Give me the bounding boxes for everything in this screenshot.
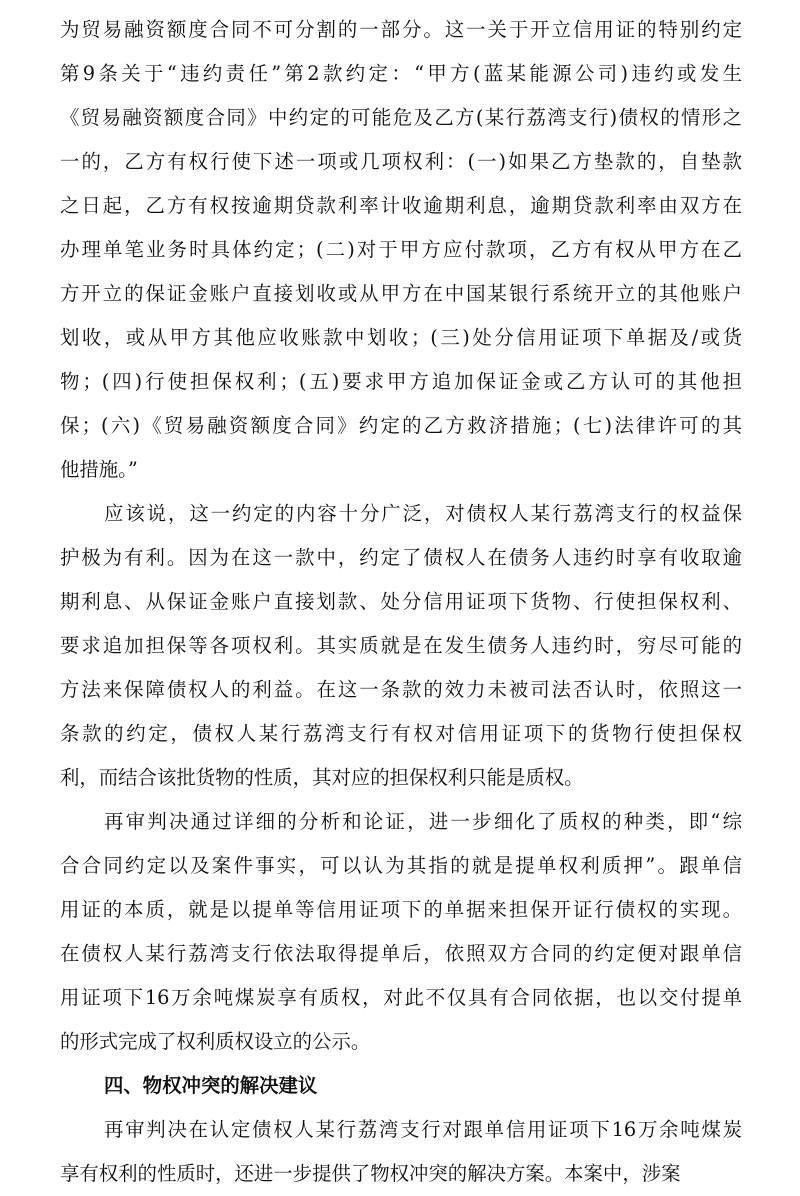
text-line: 应该说，这一约定的内容十分广泛，对债权人某行荔湾支行的权益保 <box>104 502 742 525</box>
text-line: 在债权人某行荔湾支行依法取得提单后，依照双方合同的约定便对跟单信 <box>60 942 742 965</box>
text-line: 用证的本质，就是以提单等信用证项下的单据来担保开证行债权的实现。 <box>60 898 742 921</box>
text-line: 再审判决在认定债权人某行荔湾支行对跟单信用证项下16万余吨煤炭 <box>104 1118 742 1141</box>
text-line: 要求追加担保等各项权利。其实质就是在发生债务人违约时，穷尽可能的 <box>60 634 742 657</box>
paragraph <box>60 8 742 492</box>
text-line: 划收，或从甲方其他应收账款中划收；(三)处分信用证项下单据及/或货 <box>60 326 742 349</box>
paragraph <box>60 492 742 800</box>
heading-text: 四、物权冲突的解决建议 <box>104 1074 318 1097</box>
text-line: 条款的约定，债权人某行荔湾支行有权对信用证项下的货物行使担保权 <box>60 722 742 745</box>
text-line: 利，而结合该批货物的性质，其对应的担保权利只能是质权。 <box>60 766 584 789</box>
text-line: 的形式完成了权利质权设立的公示。 <box>60 1030 371 1053</box>
text-line: 物；(四)行使担保权利；(五)要求甲方追加保证金或乙方认可的其他担 <box>60 370 742 393</box>
text-line: 为贸易融资额度合同不可分割的一部分。这一关于开立信用证的特别约定 <box>60 18 742 41</box>
section-heading <box>60 1064 742 1108</box>
paragraph <box>60 1108 742 1196</box>
text-line: 一的，乙方有权行使下述一项或几项权利：(一)如果乙方垫款的，自垫款 <box>60 150 742 173</box>
text-line: 他措施。” <box>60 458 138 481</box>
text-line: 享有权利的性质时，还进一步提供了物权冲突的解决方案。本案中，涉案 <box>60 1162 681 1185</box>
text-line: 方法来保障债权人的利益。在这一条款的效力未被司法否认时，依照这一 <box>60 678 742 701</box>
text-line: 再审判决通过详细的分析和论证，进一步细化了质权的种类，即“综 <box>104 810 742 833</box>
text-line: 护极为有利。因为在这一款中，约定了债权人在债务人违约时享有收取逾 <box>60 546 742 569</box>
text-line: 保；(六)《贸易融资额度合同》约定的乙方救济措施；(七)法律许可的其 <box>60 414 742 437</box>
text-line: 用证项下16万余吨煤炭享有质权，对此不仅具有合同依据，也以交付提单 <box>60 986 742 1009</box>
text-line: 合合同约定以及案件事实，可以认为其指的就是提单权利质押”。跟单信 <box>60 854 742 877</box>
document-body <box>60 8 742 1196</box>
document-page <box>60 0 742 1196</box>
text-line: 第9条关于“违约责任”第2款约定：“甲方(蓝某能源公司)违约或发生 <box>60 62 742 85</box>
text-line: 《贸易融资额度合同》中约定的可能危及乙方(某行荔湾支行)债权的情形之 <box>60 106 742 129</box>
text-line: 之日起，乙方有权按逾期贷款利率计收逾期利息，逾期贷款利率由双方在 <box>60 194 742 217</box>
text-line: 期利息、从保证金账户直接划款、处分信用证项下货物、行使担保权利、 <box>60 590 742 613</box>
paragraph <box>60 800 742 1064</box>
text-line: 方开立的保证金账户直接划收或从甲方在中国某银行系统开立的其他账户 <box>60 282 742 305</box>
text-line: 办理单笔业务时具体约定；(二)对于甲方应付款项，乙方有权从甲方在乙 <box>60 238 742 261</box>
